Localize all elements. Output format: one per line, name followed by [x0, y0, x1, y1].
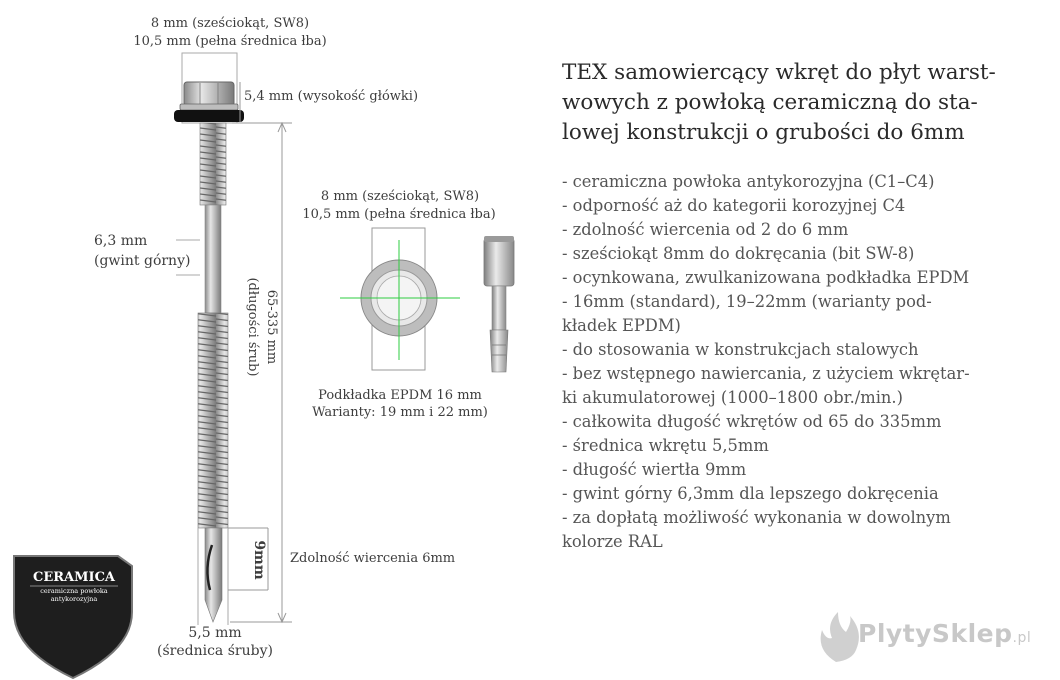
feature-item: kolorze RAL [562, 532, 663, 551]
feature-item: - średnica wkrętu 5,5mm [562, 436, 769, 455]
feature-item: - bez wstępnego nawiercania, z użyciem wkrętar- [562, 364, 970, 383]
feature-item: - długość wiertła 9mm [562, 460, 747, 479]
feature-item: - ocynkowana, zwulkanizowana podkładka EPDM [562, 268, 970, 287]
head-hex-label: 8 mm (sześciokąt, SW8) [150, 16, 310, 31]
feature-item: - sześciokąt 8mm do dokręcania (bit SW-8) [562, 244, 915, 263]
logo-suffix: .pl [1012, 630, 1032, 646]
head-full-diameter-label: 10,5 mm (pełna średnica łba) [133, 34, 327, 49]
upper-thread-label: 6,3 mm [94, 233, 148, 249]
feature-item: - odporność aż do kategorii korozyjnej C4 [562, 196, 906, 215]
length-sub-label: (długości śrub) [245, 277, 260, 377]
title-line: wowych z powłoką ceramiczną do sta- [562, 90, 978, 115]
product-title [562, 58, 1042, 148]
drill-length-label: 9mm [251, 540, 267, 580]
feature-item: kładek EPDM) [562, 316, 681, 335]
screw-top-view [340, 228, 460, 370]
drill-capacity-label: Zdolność wiercenia 6mm [290, 551, 456, 566]
title-line: TEX samowiercący wkręt do płyt warst- [562, 60, 996, 85]
head-height-label: 5,4 mm (wysokość główki) [244, 89, 419, 104]
badge-description: ceramiczna powłoka antykorozyjna [40, 587, 108, 603]
feature-item: - gwint górny 6,3mm dla lepszego dokręcenia [562, 484, 939, 503]
plytysklep-logo[interactable] [858, 619, 1031, 648]
diameter-label: 5,5 mm [188, 625, 242, 641]
topview-hex-label: 8 mm (sześciokąt, SW8) [320, 189, 480, 204]
feature-item: - 16mm (standard), 19–22mm (warianty pod- [562, 292, 932, 311]
washer-variants-label: Warianty: 19 mm i 22 mm) [312, 405, 488, 420]
flame-icon [821, 612, 859, 662]
topview-full-label: 10,5 mm (pełna średnica łba) [302, 207, 496, 222]
feature-item: - za dopłatą możliwość wykonania w dowolnym [562, 508, 951, 527]
feature-item: - zdolność wiercenia od 2 do 6 mm [562, 220, 849, 239]
feature-item: - do stosowania w konstrukcjach stalowych [562, 340, 919, 359]
title-line: lowej konstrukcji o grubości do 6mm [562, 120, 965, 145]
feature-item: ki akumulatorowej (1000–1800 obr./min.) [562, 388, 903, 407]
upper-thread-sub-label: (gwint górny) [94, 253, 191, 269]
feature-list [562, 170, 1042, 554]
diameter-sub-label: (średnica śruby) [157, 643, 273, 659]
length-label: 65-335 mm [264, 289, 279, 365]
badge-name: CERAMICA [32, 570, 116, 585]
washer-label: Podkładka EPDM 16 mm [318, 388, 482, 403]
feature-item: - całkowita długość wkrętów od 65 do 335mm [562, 412, 942, 431]
socket-bit [484, 236, 514, 372]
logo-name: PlytySklep [858, 619, 1013, 648]
feature-item: - ceramiczna powłoka antykorozyjna (C1–C4) [562, 172, 935, 191]
